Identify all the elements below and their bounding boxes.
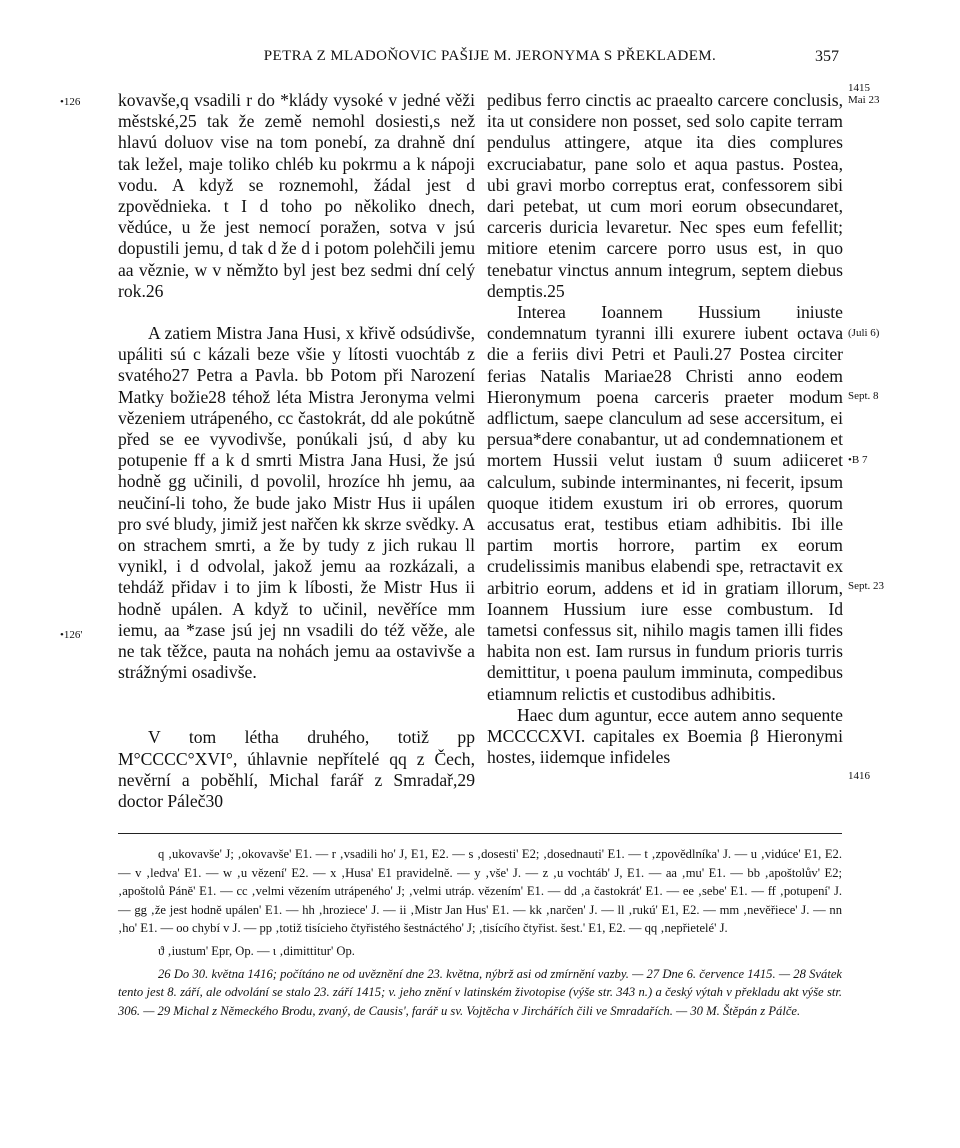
czech-column [118,90,475,812]
page-number: 357 [815,48,839,65]
czech-paragraph-1: kovavše,q vsadili r do *klády vysoké v jedné věži městské,25 tak že země nemohl dosiesti,s než hlavú doluov vise na tom ponebí, za drahně dní tak ležel, maje toliko chléb ku pokrmu a k nápoji vodu. A když se roznemohl, žádal jest d zpovědnieka. t I d toho po několiko dnech, vědúce, u že jest nemocí poražen, sotva v jsú dopustili jemu, d tak d že d i potom polehčili jemu aa věznie, w v němžto byl jest bez sedmi dní celý rok.26 [118,90,475,301]
latin-paragraph-3: Haec dum aguntur, ecce autem anno sequente MCCCCXVI. capitales ex Boemia β Hieronymi hostes, iidemque infideles [487,704,843,768]
footnote-separator [118,833,842,834]
running-header: PETRA Z MLADOŇOVIC PAŠIJE M. JERONYMA S PŘEKLADEM. [263,48,717,64]
margin-date-sept23: Sept. 23 [848,580,885,592]
footnotes [118,845,842,1020]
latin-paragraph-1: pedibus ferro cinctis ac praealto carcere conclusis, ita ut considere non posset, sed solo capite terram pendulus attingere, atque ita dies complures excruciabatur, pane solo et aqua pastus. Postea, ubi gravi morbo correptus erat, confessorem sibi dari petebat, ut cum mori eorum obsecundaret, carceris duricia levaretur. Nec spes eum fefellit; mitiore etenim carcere porro usus est, in quo tenebatur vinctus annum integrum, septem diebus demptis.25 [487,90,843,301]
latin-variant-notes: ϑ ‚iustum' Epr, Op. — ι ‚dimittitur' Op. [158,943,355,958]
czech-paragraph-2: A zatiem Mistra Jana Husi, x křivě odsúdivše, upáliti sú c kázali beze všie y lítosti vuochtáb z svatého27 Petra a Pavla. bb Potom při Narození Matky božie28 téhož léta Mistra Jeronyma velmi vězeniem utrápeného, cc častokrát, dd ale pokútně před se ee vyvodivše, ponúkali jsú, d aby ku potupenie ff a k d smrti Mistra Jana Husi, že jsú hodně gg učinili, d povolil, hrozíce hh jemu, aa neučiní-li toho, že bude jako Mistr Hus ii upálen pro své bludy, jimiž jest nařčen kk skrze svědky. A on strachem smrti, a že by tudy z jich rukau ll vynikl, i d odvolal, jakož jemu aa rozkázali, a tehdáž přidav i to jim k líbosti, že Mistr Hus ii hodně upálen. A když to učinil, nevěříce mm iemu, aa *zase jsú jej nn vsadili do též věže, ale ne tak těžce, pauta na nohách jemu aa ostavivše a strážnými osadivše. [118,323,475,683]
margin-ref-126-prime: •126' [60,629,83,641]
margin-date-sept8: Sept. 8 [848,390,879,402]
margin-date-juli6: (Juli 6) [848,327,880,339]
numbered-notes: 26 Do 30. května 1416; počítáno ne od uvěznění dne 23. května, nýbrž asi od zmírnění vazby. — 27 Dne 6. července 1415. — 28 Svátek tento jest 8. září, ale odvolání se stalo 23. září 1415; v. jeho znění v latinském životopise (výše str. 343 n.) a český výtah v překladu akt výše str. 306. — 29 Michal z Německého Brodu, zvaný, de Causis', farář u sv. Vojtěcha v Jirchářích čili ve Smradařích. — 30 M. Štěpán z Pálče. [118,966,842,1018]
margin-date-1416: 1416 [848,770,870,782]
margin-ref-b7: •B 7 [848,454,868,466]
latin-paragraph-2: Interea Ioannem Hussium iniuste condemnatum tyranni illi exurere iubent octava die a feriis divi Petri et Pauli.27 Postea circiter ferias Natalis Mariae28 Christi anno eodem Hieronymum poena carceris praeter modum adflictum, saepe clanculum ad sese accersitum, ei persua*dere conabantur, ut ad condemnationem et mortem Hussii velut iustam ϑ suum adiiceret calculum, subinde interminantes, ni fecerit, ipsum quoque itidem exustum iri ob errores, quorum accusatus erat, testibus etiam adhibitis. Ibi ille partim mortis horrore, partim ex eorum crudelissimis manibus elabendi spe, retractavit ex arbitrio eorum, addens et id in gratiam illorum, Ioannem Hussium iure esse combustum. Id tametsi confessus sit, nihilo magis tamen illi fides habita non est. Iam rursus in fundum prioris turris demittitur, ι poena paulum imminuta, compedibus etiamnum relictis et custodibus adhibitis. [487,302,843,704]
margin-date-1415: 1415 Mai 23 [848,82,880,106]
latin-column [487,90,843,769]
czech-paragraph-3: V tom létha druhého, totiž pp M°CCCC°XVI°, úhlavnie nepřítelé qq z Čech, nevěrní a poběhlí, Michal farář z Smradař,29 doctor Páleč30 [118,727,475,812]
margin-ref-126: •126 [60,96,81,108]
variant-notes: q ‚ukovavše' J; ‚okovavše' E1. — r ‚vsadili ho' J, E1, E2. — s ‚dosesti' E2; ‚dosednauti' E1. — t ‚zpovědlníka' J. — u ‚vidúce' E1, E2. — v ‚ledva' E1. — w ‚u vězení' E2. — x ‚Husa' E1 pravidelně. — y ‚vše' J. — z ‚u vochtáb' J, E1. — aa ‚mu' E1. — bb ‚apoštolův' E2; ‚apoštolů Páně' E1. — cc ‚velmi vězením utrápeného' J; ‚velmi utráp. vězením' E1. — dd ‚a častokrát' E1. — ee ‚sebe' E1. — ff ‚potupení' J. — gg ‚že jest hodně upálen' E1. — hh ‚hroziece' J. — ii ‚Mistr Jan Hus' E1. — kk ‚narčen' J. — ll ‚rukú' E1, E2. — mm ‚nevěřiece' J. — nn ‚ho' E1. — oo chybí v J. — pp ‚totiž tisícieho čtyřistého šestnáctého' J; ‚tisícího čtyřist. šest.' E1, E2. — qq ‚nepřietelé' J. [118,847,842,936]
